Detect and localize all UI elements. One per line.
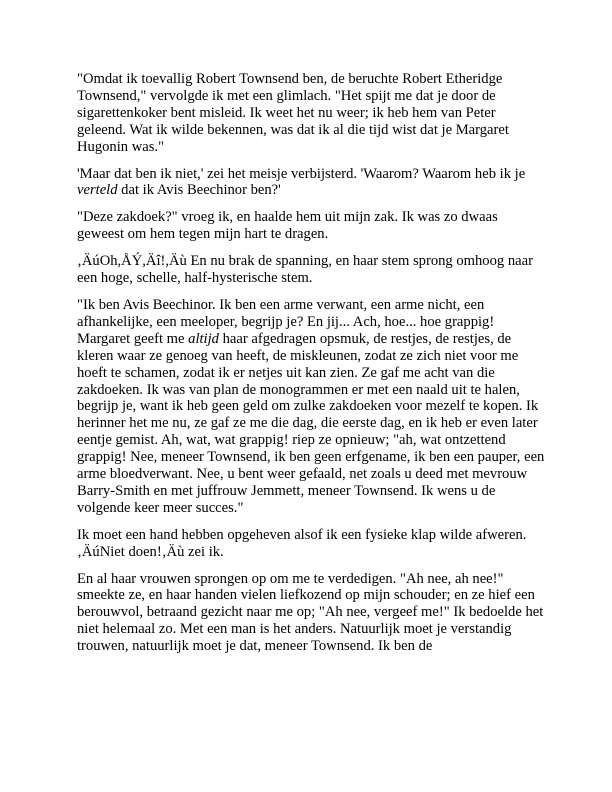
paragraph-text: dat ik Avis Beechinor ben?' (117, 182, 281, 199)
italic-text: verteld (77, 182, 118, 199)
paragraph-7 (77, 571, 545, 656)
italic-text: altijd (188, 330, 219, 347)
paragraph-text: "Ik ben Avis Beechinor. Ik ben een arme verwant, een arme nicht, een afhankelijke, een meeloper, begrijp je? En jij... Ach, hoe... hoe grappig! Margaret geeft me (77, 296, 495, 347)
paragraph-text: En al haar vrouwen sprongen op om me te verdedigen. "Ah nee, ah nee!" smeekte ze, en haar handen vielen liefkozend op mijn schouder; en ze hief een berouwvol, betraand gezicht naar me op; "Ah nee, vergeef me!" Ik bedoelde het niet helemaal zo. Met een man is het anders. Natuurlijk moet je verstandig trouwen, natuurlijk moet je dat, meneer Townsend. Ik ben de (77, 570, 544, 655)
paragraph-text: "Deze zakdoek?" vroeg ik, en haalde hem uit mijn zak. Ik was zo dwaas geweest om hem tegen mijn hart te dragen. (77, 209, 498, 243)
paragraph-text: 'Maar dat ben ik niet,' zei het meisje verbijsterd. 'Waarom? Waarom heb ik je (77, 165, 526, 182)
paragraph-text: "Omdat ik toevallig Robert Townsend ben, de beruchte Robert Etheridge Townsend," vervolgde ik met een glimlach. "Het spijt me dat je door de sigarettenkoker bent misleid. Ik weet het nu weer; ik heb hem van Peter geleend. Wat ik wilde bekennen, was dat ik al die tijd wist dat je Margaret Hugonin was." (77, 71, 509, 155)
paragraph-text: haar afgedragen opsmuk, de restjes, de restjes, de kleren waar ze genoeg van heeft, de miskleunen, zodat ze zich niet voor me hoeft te schamen, zodat ik er netjes uit kan zien. Ze gaf me acht van die zakdoeken. Ik was van plan de monogrammen er met een naald uit te halen, begrijp je, want ik heb geen geld om zulke zakdoeken voor mezelf te kopen. Ik herinner het me nu, ze gaf ze me die dag, die eerste dag, en ik heb er even later eentje gemist. Ah, wat, wat grappig! riep ze opnieuw; "ah, wat ontzettend grappig! Nee, meneer Townsend, ik ben geen erfgename, ik ben een pauper, een arme bloedverwant. Nee, u bent weer gefaald, net zoals u deed met mevrouw Barry-Smith en met juffrouw Jemmett, meneer Townsend. Ik wens u de volgende keer meer succes." (77, 330, 545, 516)
paragraph-3 (77, 209, 545, 243)
document-page (77, 71, 545, 665)
paragraph-2 (77, 166, 545, 200)
paragraph-4 (77, 253, 545, 287)
paragraph-text: ‚ÄúOh,ÅÝ,Äî!,Äù En nu brak de spanning, en haar stem sprong omhoog naar een hoge, schelle, half-hysterische stem. (77, 253, 533, 287)
paragraph-text: Ik moet een hand hebben opgeheven alsof ik een fysieke klap wilde afweren. ‚ÄúNiet doen!‚Äù zei ik. (77, 526, 527, 560)
paragraph-1 (77, 71, 545, 156)
paragraph-6 (77, 527, 545, 561)
paragraph-5 (77, 297, 545, 517)
